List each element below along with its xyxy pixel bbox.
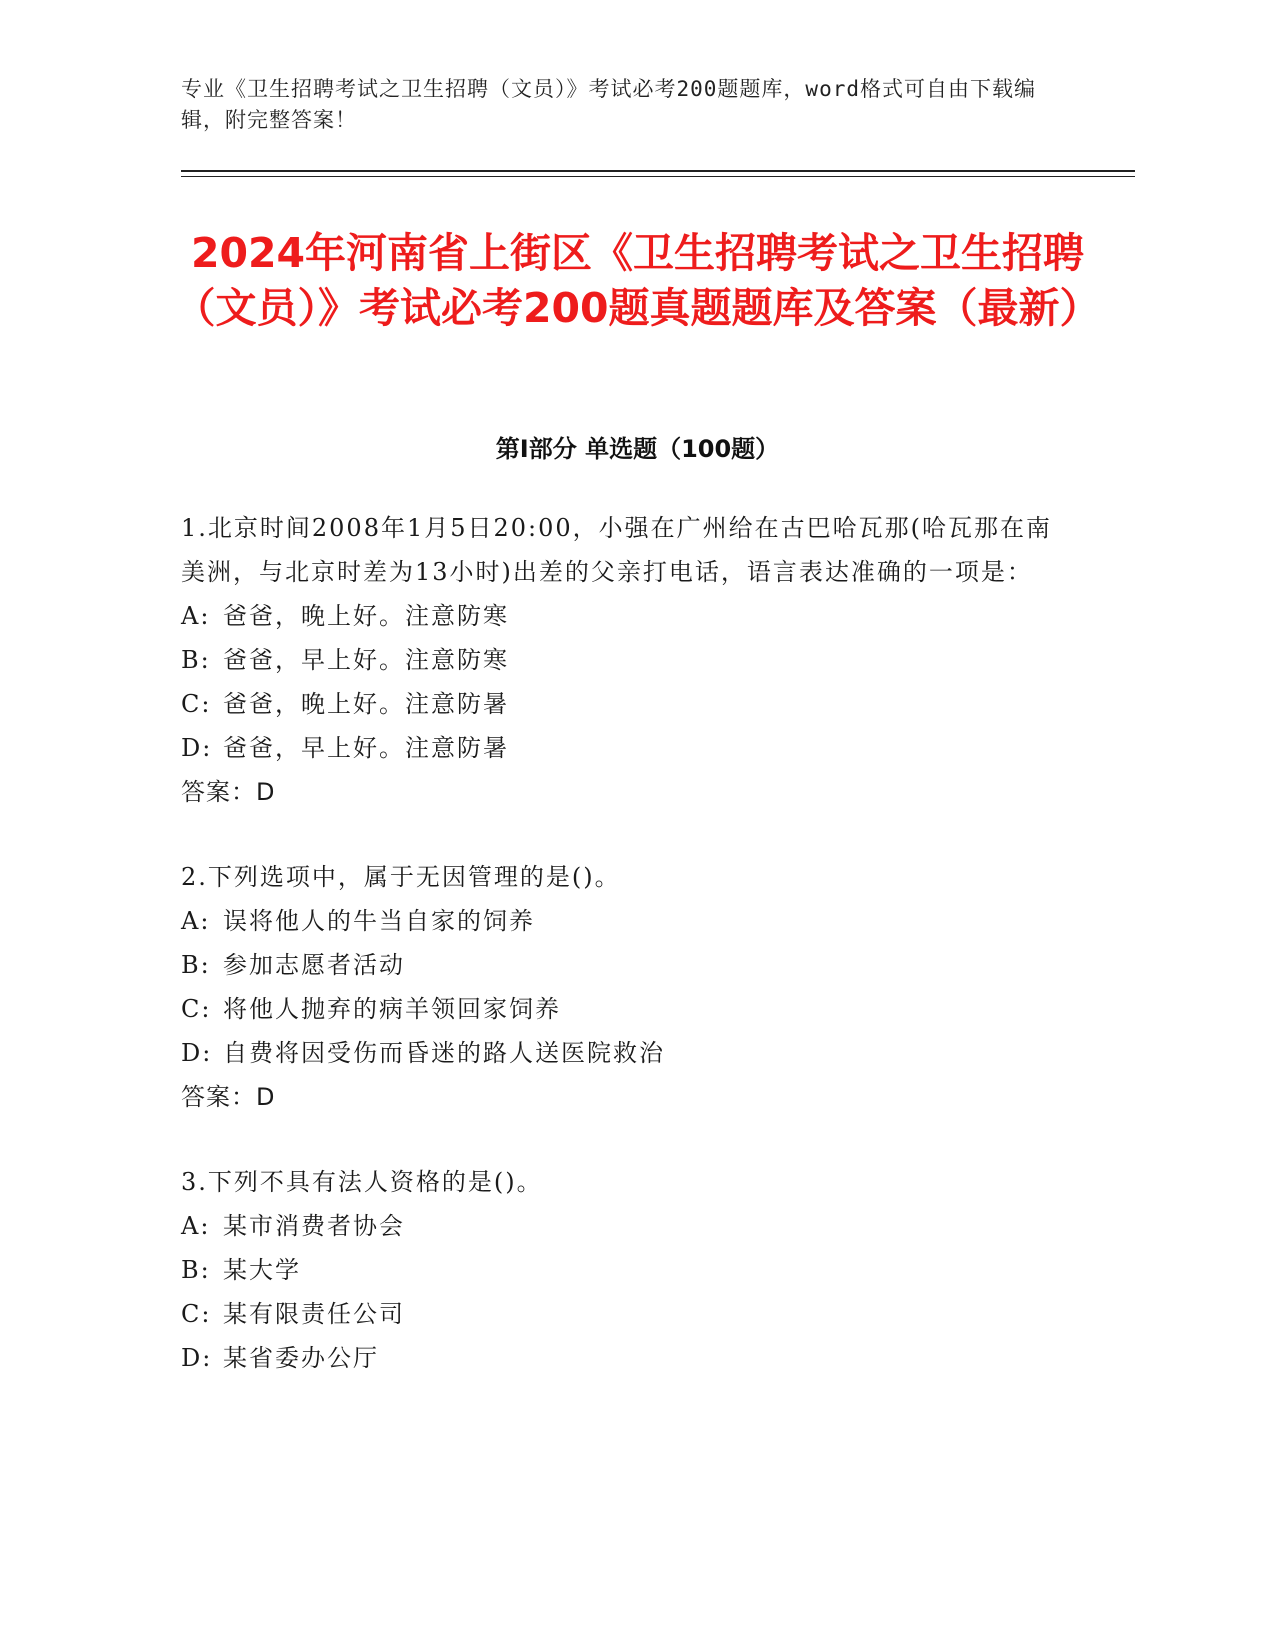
option-key: A: — [181, 602, 211, 630]
section-title: 第I部分 单选题（100题） — [495, 435, 780, 463]
option-c — [181, 682, 1061, 726]
option-text: 某省委办公厅 — [223, 1344, 379, 1372]
option-text: 爸爸，晚上好。注意防暑 — [223, 690, 509, 718]
option-b — [181, 638, 1061, 682]
question-3 — [181, 1160, 1061, 1380]
question-stem: 3.下列不具有法人资格的是()。 — [181, 1168, 543, 1196]
option-key: D: — [181, 1344, 213, 1372]
option-key: C: — [181, 1300, 212, 1328]
question-1 — [181, 506, 1061, 814]
answer-line: 答案：D — [181, 778, 276, 806]
option-b — [181, 1248, 1061, 1292]
option-a — [181, 594, 1061, 638]
option-text: 某大学 — [223, 1256, 301, 1284]
option-c — [181, 1292, 1061, 1336]
option-a — [181, 899, 1061, 943]
option-key: D: — [181, 1039, 213, 1067]
option-text: 爸爸，早上好。注意防寒 — [223, 646, 509, 674]
option-text: 某有限责任公司 — [223, 1300, 405, 1328]
question-stem: 2.下列选项中，属于无因管理的是()。 — [181, 863, 621, 891]
option-text: 将他人抛弃的病羊领回家饲养 — [223, 995, 561, 1023]
option-text: 某市消费者协会 — [223, 1212, 405, 1240]
option-d — [181, 1031, 1061, 1075]
option-key: C: — [181, 995, 212, 1023]
option-text: 爸爸，早上好。注意防暑 — [223, 734, 509, 762]
option-d — [181, 726, 1061, 770]
question-stem: 1.北京时间2008年1月5日20:00，小强在广州给在古巴哈瓦那(哈瓦那在南美洲，与北京时差为13小时)出差的父亲打电话，语言表达准确的一项是： — [181, 514, 1053, 586]
question-2 — [181, 855, 1061, 1119]
option-text: 自费将因受伤而昏迷的路人送医院救治 — [223, 1039, 665, 1067]
option-d — [181, 1336, 1061, 1380]
option-key: B: — [181, 1256, 211, 1284]
option-key: A: — [181, 907, 211, 935]
option-text: 参加志愿者活动 — [223, 951, 405, 979]
header-divider-thick — [181, 170, 1135, 172]
question-list — [181, 506, 1061, 1421]
option-key: D: — [181, 734, 213, 762]
option-b — [181, 943, 1061, 987]
option-key: A: — [181, 1212, 211, 1240]
option-a — [181, 1204, 1061, 1248]
option-key: B: — [181, 646, 211, 674]
header-note: 专业《卫生招聘考试之卫生招聘（文员）》考试必考200题题库，word格式可自由下载编辑，附完整答案！ — [181, 77, 1036, 132]
option-key: C: — [181, 690, 212, 718]
option-text: 爸爸，晚上好。注意防寒 — [223, 602, 509, 630]
option-text: 误将他人的牛当自家的饲养 — [223, 907, 535, 935]
option-key: B: — [181, 951, 211, 979]
option-c — [181, 987, 1061, 1031]
header-divider-thin — [181, 176, 1135, 177]
answer-line: 答案：D — [181, 1083, 276, 1111]
document-title: 2024年河南省上街区《卫生招聘考试之卫生招聘（文员）》考试必考200题真题题库及答案（最新） — [174, 229, 1101, 332]
